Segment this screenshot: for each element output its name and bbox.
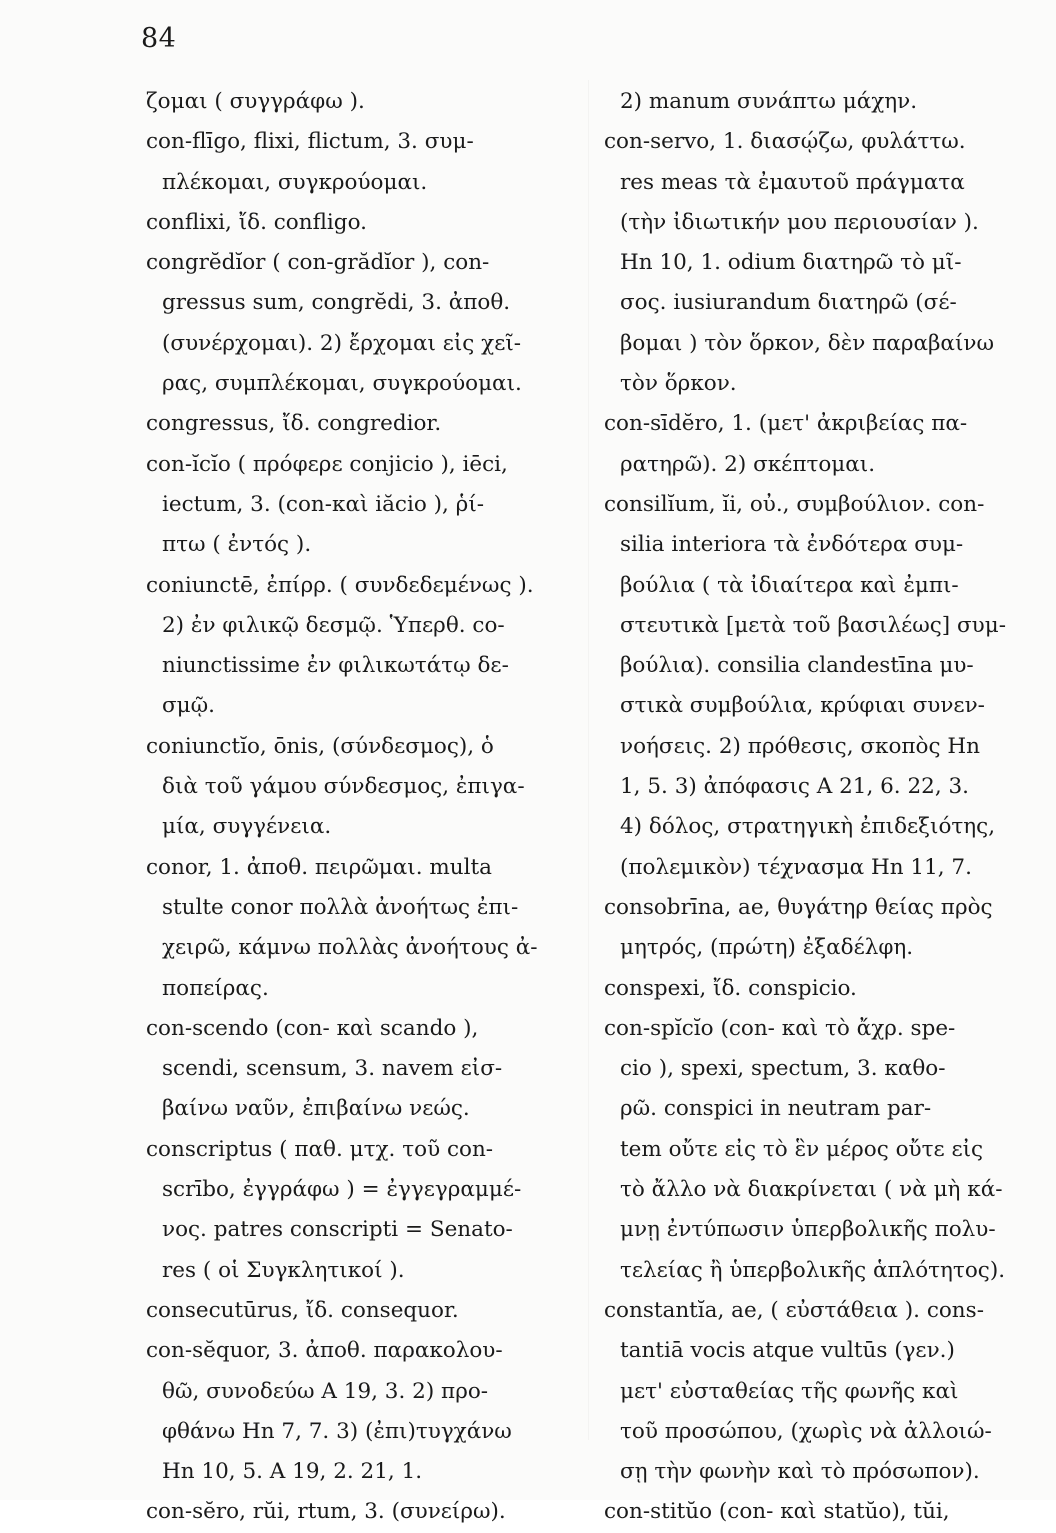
left-column-line: πλέκομαι, συγκρούομαι. [162, 169, 428, 195]
left-column-line: Hn 10, 5. A 19, 2. 21, 1. [162, 1459, 423, 1485]
left-column-line: scendi, scensum, 3. navem εἰσ- [162, 1056, 503, 1082]
right-column-line: βούλια ( τὰ ἰδιαίτερα καὶ ἐμπι- [620, 572, 959, 598]
left-column-line: gressus sum, congrĕdi, 3. ἀποθ. [162, 290, 511, 316]
left-column-line: διὰ τοῦ γάμου σύνδεσμος, ἐπιγα- [162, 774, 525, 800]
right-column-line: μητρός, (πρώτη) ἐξαδέλφη. [620, 935, 914, 961]
left-column-line: conscriptus ( παθ. μτχ. τοῦ con- [146, 1136, 494, 1162]
left-column-line: coniunctĭo, ōnis, (σύνδεσμος), ὁ [146, 733, 494, 759]
right-column-line: silia interiora τὰ ἐνδότερα συμ- [620, 532, 964, 558]
right-column-line: τελείας ἢ ὑπερβολικῆς ἁπλότητος). [620, 1257, 1006, 1283]
left-column-line: conflixi, ἴδ. confligo. [146, 209, 367, 235]
left-column-line: stulte conor πολλὰ ἀνοήτως ἐπι- [162, 894, 519, 920]
right-column-line: 1, 5. 3) ἀπόφασις A 21, 6. 22, 3. [620, 774, 970, 800]
right-column-line: ρῶ. conspici in neutram par- [620, 1096, 932, 1122]
left-column-line: χειρῶ, κάμνω πολλὰς ἀνοήτους ἀ- [162, 935, 538, 961]
right-column-line: (τὴν ἰδιωτικήν μου περιουσίαν ). [620, 209, 979, 235]
left-column-line: iectum, 3. (con-καὶ iăcio ), ῥί- [162, 491, 485, 517]
right-column-line: 4) δόλος, στρατηγικὴ ἐπιδεξιότης, [620, 814, 996, 840]
right-column-line: τὸ ἄλλο νὰ διακρίνεται ( νὰ μὴ κά- [620, 1177, 1003, 1203]
left-column-line: congressus, ἴδ. congredior. [146, 411, 442, 437]
right-column-line: νοήσεις. 2) πρόθεσις, σκοπὸς Hn [620, 733, 980, 759]
left-column-line: (συνέρχομαι). 2) ἔρχομαι εἰς χεῖ- [162, 330, 522, 356]
left-column-line: con-sĕro, rŭi, rtum, 3. (συνείρω). [146, 1499, 506, 1525]
left-column-line: congrĕdĭor ( con-grădĭor ), con- [146, 250, 490, 276]
right-column-line: μνῃ ἐντύπωσιν ὑπερβολικῆς πολυ- [620, 1217, 996, 1243]
left-column-line: consecutūrus, ἴδ. consequor. [146, 1297, 459, 1323]
left-column-line: 2) ἐν φιλικῷ δεσμῷ. Ὑπερθ. co- [162, 612, 505, 638]
left-column [146, 82, 578, 1533]
left-column-line: scrībo, ἐγγράφω ) = ἐγγεγραμμέ- [162, 1177, 522, 1203]
right-column-line: conspexi, ἴδ. conspicio. [604, 975, 857, 1001]
left-column-line: μία, συγγένεια. [162, 814, 332, 840]
left-column-line: βαίνω ναῦν, ἐπιβαίνω νεώς. [162, 1096, 470, 1122]
right-column-line: (πολεμικὸν) τέχνασμα Hn 11, 7. [620, 854, 972, 880]
left-column-line: con-sĕquor, 3. ἀποθ. παρακολου- [146, 1338, 503, 1364]
right-column-line: στευτικὰ [μετὰ τοῦ βασιλέως] συμ- [620, 612, 1006, 638]
left-column-line: φθάνω Hn 7, 7. 3) (ἐπι)τυγχάνω [162, 1418, 512, 1444]
left-column-line: ποπείρας. [162, 975, 269, 1001]
left-column-line: σμῷ. [162, 693, 216, 719]
right-column-line: βομαι ) τὸν ὅρκον, δὲν παραβαίνω [620, 330, 994, 356]
column-gutter [588, 80, 589, 1440]
right-column-line: con-spĭcĭo (con- καὶ τὸ ἄχρ. spe- [604, 1015, 956, 1041]
left-column-line: conor, 1. ἀποθ. πειρῶμαι. multa [146, 854, 492, 880]
left-column-line: con-scendo (con- καὶ scando ), [146, 1015, 479, 1041]
right-column-line: consilĭum, ĭi, οὐ., συμβούλιον. con- [604, 491, 985, 517]
right-column-line: τοῦ προσώπου, (χωρὶς νὰ ἀλλοιώ- [620, 1418, 992, 1444]
right-column-line: con-sīdĕro, 1. (μετ' ἀκριβείας πα- [604, 411, 968, 437]
left-column-line: ρας, συμπλέκομαι, συγκρούομαι. [162, 371, 522, 397]
left-column-line: niunctissime ἐν φιλικωτάτῳ δε- [162, 653, 509, 679]
left-column-line: con-flīgo, flixi, flictum, 3. συμ- [146, 129, 474, 155]
right-column-line: μετ' εὐσταθείας τῆς φωνῆς καὶ [620, 1378, 959, 1404]
right-column-line: tantiā vocis atque vultūs (γεν.) [620, 1338, 955, 1364]
right-column-line: con-stitŭo (con- καὶ statŭo), tŭi, [604, 1499, 950, 1525]
right-column-line: consobrīna, ae, θυγάτηρ θείας πρὸς [604, 894, 993, 920]
right-column-line: 2) manum συνάπτω μάχην. [620, 89, 918, 114]
left-column-line: coniunctē, ἐπίρρ. ( συνδεδεμένως ). [146, 572, 534, 598]
right-column-line: ρατηρῶ). 2) σκέπτομαι. [620, 451, 876, 477]
right-column-line: Hn 10, 1. odium διατηρῶ τὸ μῖ- [620, 250, 962, 276]
left-column-line: ζομαι ( συγγράφω ). [146, 89, 365, 114]
right-column-line: constantĭa, ae, ( εὐστάθεια ). cons- [604, 1297, 984, 1323]
page-number: 84 [141, 23, 177, 54]
right-column-line: τὸν ὅρκον. [620, 371, 737, 397]
left-column-line: νος. patres conscripti = Senato- [162, 1217, 513, 1243]
left-column-line: πτω ( ἐντός ). [162, 532, 312, 558]
left-column-line: res ( οἱ Συγκλητικοί ). [162, 1257, 405, 1283]
left-column-line: con-ĭcĭo ( πρόφερε conjicio ), iēci, [146, 451, 508, 477]
right-column-line: res meas τὰ ἐμαυτοῦ πράγματα [620, 169, 965, 195]
right-column-line: βούλια). consilia clandestīna μυ- [620, 653, 974, 679]
right-column-line: στικὰ συμβούλια, κρύφιαι συνεν- [620, 693, 985, 719]
right-column-line: σος. iusiurandum διατηρῶ (σέ- [620, 290, 957, 316]
right-column-line: cio ), spexi, spectum, 3. καθο- [620, 1056, 946, 1082]
left-column-line: θῶ, συνοδεύω Α 19, 3. 2) προ- [162, 1378, 489, 1404]
right-column-line: con-servo, 1. διασῴζω, φυλάττω. [604, 129, 966, 155]
right-column-line: σῃ τὴν φωνὴν καὶ τὸ πρόσωπον). [620, 1459, 980, 1485]
right-column [604, 82, 1032, 1533]
right-column-line: tem οὔτε εἰς τὸ ἓν μέρος οὔτε εἰς [620, 1136, 984, 1162]
